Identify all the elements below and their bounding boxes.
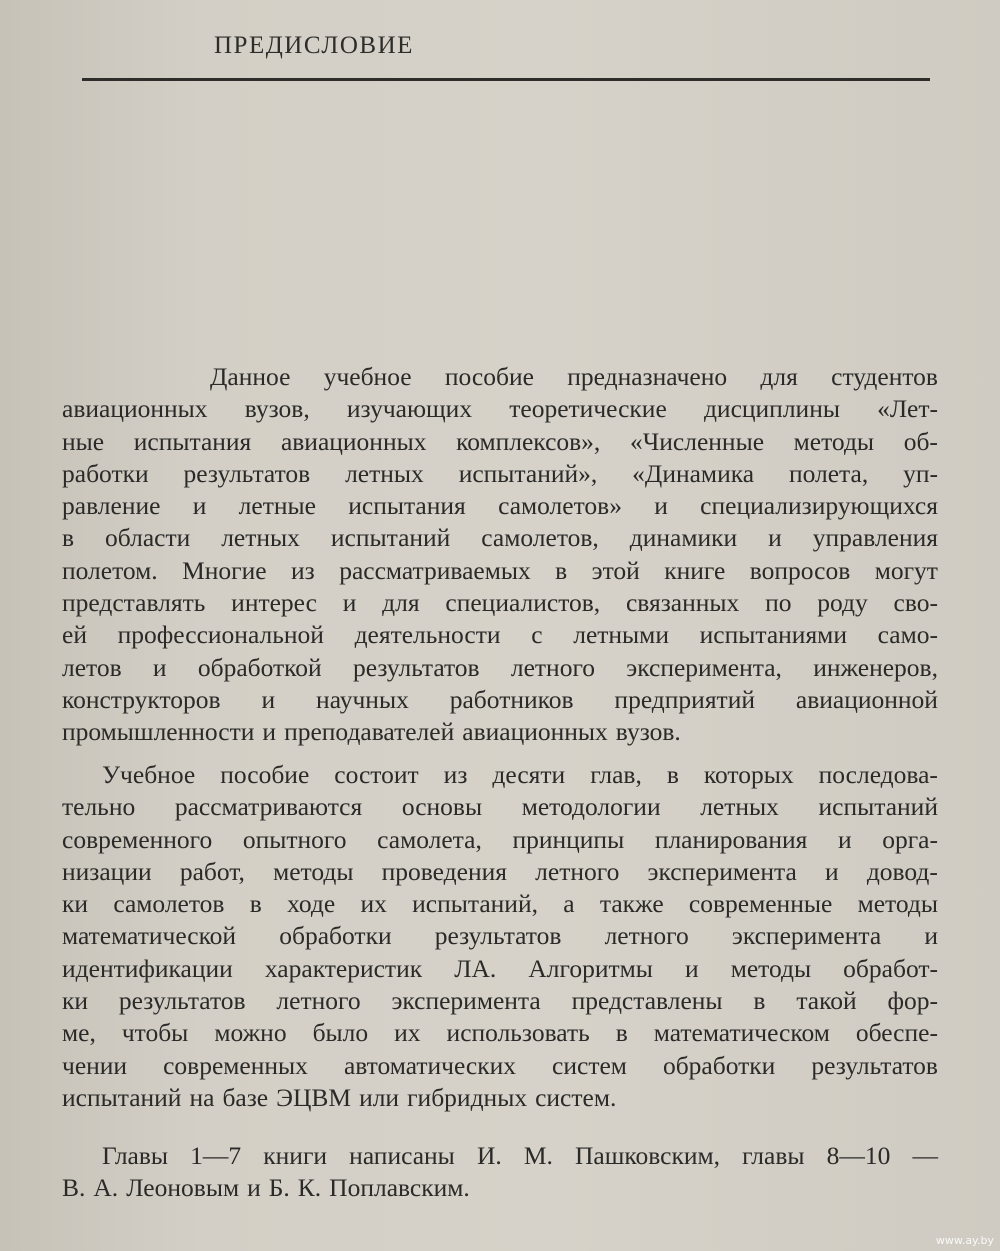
- text-line: Главы 1—7 книги написаны И. М. Пашковским, главы 8—10 —: [102, 1141, 938, 1170]
- text-line: представлять интерес и для специалистов, связанных по роду сво-: [62, 588, 938, 618]
- text-line: современного опытного самолета, принципы планирования и орга-: [62, 824, 938, 854]
- text-line: математической обработки результатов летного эксперимента и: [62, 921, 938, 951]
- text-line: идентификации характеристик ЛА. Алгоритмы и методы обработ-: [62, 953, 938, 983]
- text-line: конструкторов и научных работников предприятий авиационной: [62, 684, 938, 714]
- text-line: В. А. Леоновым и Б. К. Поплавским.: [62, 1173, 470, 1203]
- text-line: в области летных испытаний самолетов, динамики и управления: [62, 523, 938, 553]
- text-line: Данное учебное пособие предназначено для студентов: [210, 362, 938, 391]
- text-line: Учебное пособие состоит из десяти глав, в которых последова-: [102, 760, 938, 789]
- text-line: равление и летные испытания самолетов» и специализирующихся: [62, 491, 938, 521]
- text-line: испытаний на базе ЭЦВМ или гибридных систем.: [62, 1082, 617, 1112]
- page-title: ПРЕДИСЛОВИЕ: [214, 32, 414, 59]
- text-line: летов и обработкой результатов летного эксперимента, инженеров,: [62, 652, 938, 682]
- text-line: ки результатов летного эксперимента представлены в такой фор-: [62, 986, 938, 1016]
- text-line: полетом. Многие из рассматриваемых в этой книге вопросов могут: [62, 555, 938, 585]
- text-line: чении современных автоматических систем обработки результатов: [62, 1050, 938, 1080]
- text-line: работки результатов летных испытаний», «Динамика полета, уп-: [62, 458, 938, 488]
- paragraph-contents: [62, 759, 938, 1114]
- header-rule: [82, 78, 930, 81]
- text-line: ные испытания авиационных комплексов», «Численные методы об-: [62, 426, 938, 456]
- paragraph-authors: [62, 1140, 938, 1205]
- text-line: ме, чтобы можно было их использовать в математическом обеспе-: [62, 1018, 938, 1048]
- text-line: тельно рассматриваются основы методологии летных испытаний: [62, 792, 938, 822]
- watermark: www.ay.by: [935, 1234, 994, 1247]
- text-line: ей профессиональной деятельности с летными испытаниями само-: [62, 620, 938, 650]
- paragraph-intended-audience: [62, 361, 938, 749]
- text-line: ки самолетов в ходе их испытаний, а также современные методы: [62, 889, 938, 919]
- text-line: низации работ, методы проведения летного эксперимента и довод-: [62, 856, 938, 886]
- text-line: авиационных вузов, изучающих теоретические дисциплины «Лет-: [62, 394, 938, 424]
- text-line: промышленности и преподавателей авиационных вузов.: [62, 717, 681, 747]
